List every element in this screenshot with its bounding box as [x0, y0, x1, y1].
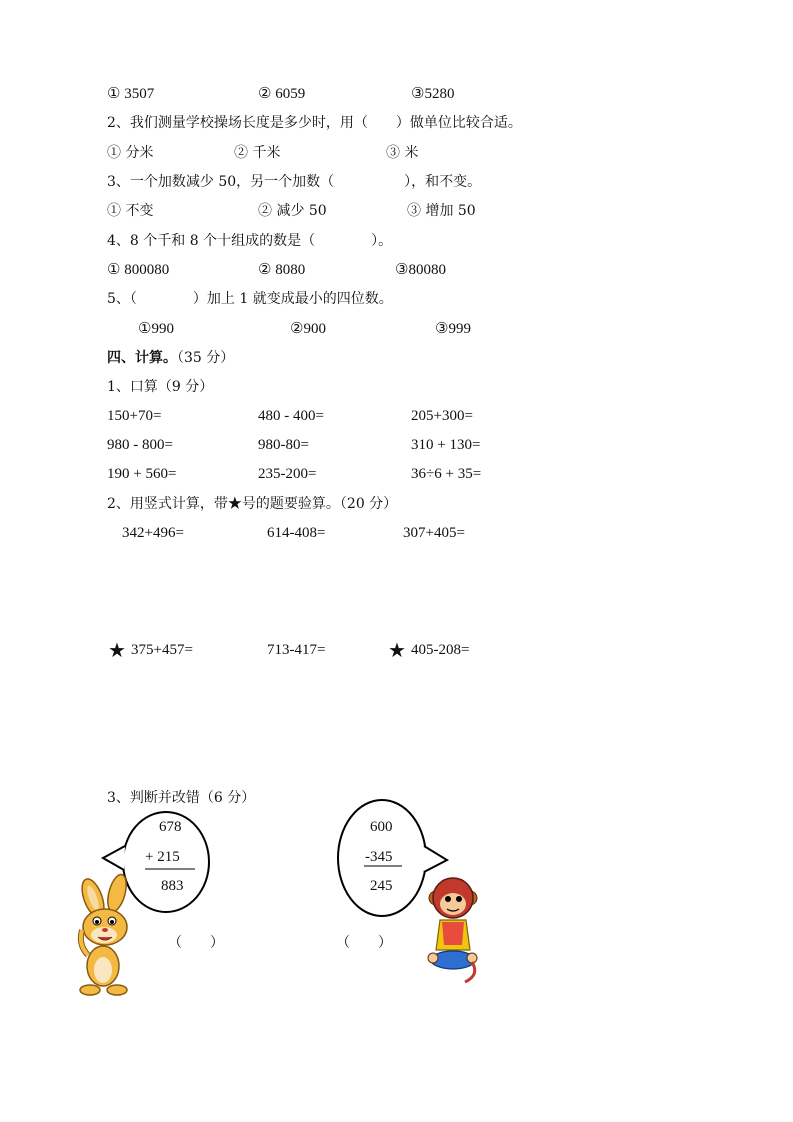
- right-bubble-result: 245: [370, 878, 393, 894]
- q4-stem: 4、8 个千和 8 个十组成的数是（ ）。: [107, 233, 393, 249]
- q1-option-2: ② 6059: [258, 86, 306, 102]
- q2-option-1: ① 分米: [107, 145, 154, 161]
- oral-item: 310 + 130=: [411, 437, 481, 453]
- vertical-title-pre: 2、用竖式计算，带: [107, 496, 228, 512]
- section-points: （35 分）: [177, 350, 235, 366]
- star-icon: ★: [108, 638, 126, 662]
- oral-item: 980 - 800=: [107, 437, 173, 453]
- vertical-item: 614-408=: [267, 525, 326, 541]
- star-icon: ★: [388, 638, 406, 662]
- section-title: 四、计算。: [107, 350, 177, 366]
- right-bubble-middle: -345: [365, 849, 393, 865]
- q3-option-3: ③ 增加 50: [407, 203, 476, 219]
- oral-item: 480 - 400=: [258, 408, 324, 424]
- q2-option-2: ② 千米: [234, 145, 281, 161]
- q2-stem: 2、我们测量学校操场长度是多少时，用（ ）做单位比较合适。: [107, 115, 522, 131]
- q5-option-2: ②900: [290, 321, 326, 337]
- q4-option-1: ① 800080: [107, 262, 170, 278]
- rabbit-cartoon-icon: [78, 873, 130, 995]
- q3-option-1: ① 不变: [107, 203, 154, 219]
- left-bubble-top: 678: [159, 819, 182, 835]
- q3-option-2: ② 减少 50: [258, 203, 327, 219]
- q1-option-3: ③5280: [411, 86, 455, 102]
- star-icon: ★: [227, 496, 242, 512]
- vertical-item: 713-417=: [267, 642, 326, 658]
- judge-title: 3、判断并改错（6 分）: [107, 790, 256, 806]
- q3-stem: 3、一个加数减少 50，另一个加数（ ），和不变。: [107, 174, 482, 190]
- q4-option-2: ② 8080: [258, 262, 306, 278]
- left-answer-bracket: （ ）: [168, 935, 224, 951]
- vertical-item: 375+457=: [131, 642, 193, 658]
- q4-option-3: ③80080: [395, 262, 446, 278]
- q5-option-3: ③999: [435, 321, 471, 337]
- monkey-cartoon-icon: [428, 878, 477, 982]
- q5-option-1: ①990: [138, 321, 174, 337]
- vertical-title-post: 号的题要验算。（20 分）: [241, 496, 398, 512]
- oral-item: 980-80=: [258, 437, 309, 453]
- vertical-item: 342+496=: [122, 525, 184, 541]
- vertical-item: 405-208=: [411, 642, 470, 658]
- oral-item: 205+300=: [411, 408, 473, 424]
- left-bubble-result: 883: [161, 878, 184, 894]
- right-answer-bracket: （ ）: [336, 935, 392, 951]
- oral-item: 36÷6 + 35=: [411, 466, 482, 482]
- q5-stem: 5、（ ）加上 1 就变成最小的四位数。: [107, 291, 393, 307]
- vertical-item: 307+405=: [403, 525, 465, 541]
- oral-item: 190 + 560=: [107, 466, 177, 482]
- q1-option-1: ① 3507: [107, 86, 155, 102]
- right-bubble-top: 600: [370, 819, 393, 835]
- q2-option-3: ③ 米: [386, 145, 419, 161]
- oral-item: 235-200=: [258, 466, 317, 482]
- left-bubble-middle: + 215: [145, 849, 180, 865]
- oral-title: 1、口算（9 分）: [107, 379, 214, 395]
- oral-item: 150+70=: [107, 408, 162, 424]
